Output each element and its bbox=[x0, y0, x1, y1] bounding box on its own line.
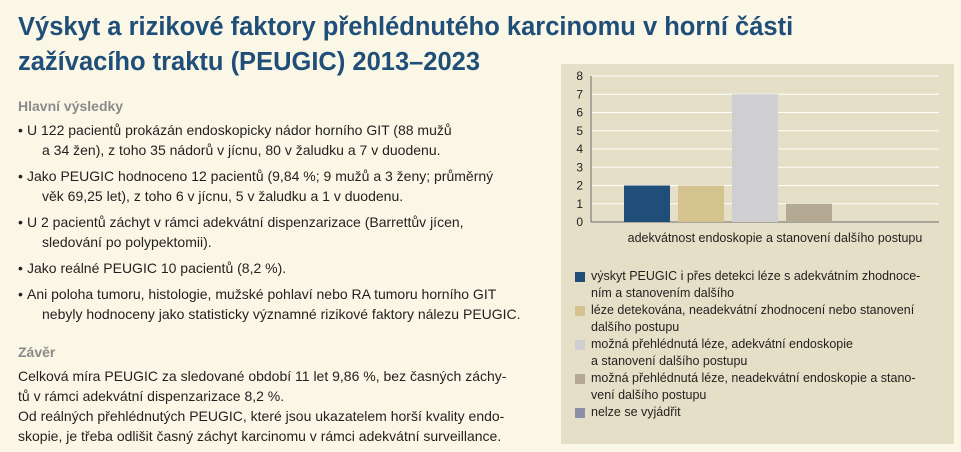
y-tick-label: 7 bbox=[576, 87, 583, 102]
conclusion-section bbox=[18, 342, 548, 446]
bar bbox=[678, 186, 724, 223]
list-item-line-2: sledování po polypektomii). bbox=[42, 234, 212, 250]
list-item-line-1: Jako PEUGIC hodnoceno 12 pacientů (9,84 %; 9 mužů a 3 ženy; průměrný bbox=[27, 168, 494, 184]
legend-item bbox=[571, 268, 949, 302]
conclusion-line: tů v rámci adekvátní dispenzarizace 8,2 %. bbox=[18, 388, 285, 404]
results-section bbox=[18, 96, 548, 330]
y-tick-label: 0 bbox=[576, 215, 583, 229]
y-tick-label: 6 bbox=[576, 105, 583, 120]
legend-label: dalšího postupu bbox=[591, 320, 680, 334]
bar bbox=[786, 204, 832, 222]
legend-label: výskyt PEUGIC i přes detekci léze s adekvátním zhodnoce- bbox=[591, 269, 921, 283]
conclusion-line: Celková míra PEUGIC za sledované období 11 let 9,86 %, bez časných záchy- bbox=[18, 368, 507, 384]
legend-swatch bbox=[575, 374, 585, 384]
conclusion-line: Od reálných přehlédnutých PEUGIC, které jsou ukazatelem horší kvality endo- bbox=[18, 408, 505, 424]
legend-swatch bbox=[575, 408, 585, 418]
list-item-line-1: U 2 pacientů záchyt v rámci adekvátní dispenzarizace (Barrettův jícen, bbox=[27, 214, 464, 230]
list-item-line-1: U 122 pacientů prokázán endoskopicky nádor horního GIT (88 mužů bbox=[27, 122, 452, 138]
chart-panel bbox=[561, 64, 954, 444]
list-item-line-1: Jako reálné PEUGIC 10 pacientů (8,2 %). bbox=[27, 260, 287, 276]
list-item-line-1: Ani poloha tumoru, histologie, mužské pohlaví nebo RA tumoru horního GIT bbox=[27, 286, 497, 302]
conclusion-line: skopie, je třeba odlišit časný záchyt karcinomu v rámci adekvátní surveillance. bbox=[18, 428, 502, 444]
list-item bbox=[18, 166, 548, 206]
chart-legend bbox=[571, 268, 949, 421]
conclusion-heading: Závěr bbox=[18, 344, 56, 360]
results-heading: Hlavní výsledky bbox=[18, 98, 124, 114]
list-item-line-2: nebyly hodnoceny jako statisticky významné rizikové faktory nálezu PEUGIC. bbox=[42, 306, 521, 322]
list-item bbox=[18, 258, 548, 278]
legend-item bbox=[571, 370, 949, 404]
title-line-1: Výskyt a rizikové faktory přehlédnutého karcinomu v horní části bbox=[18, 13, 794, 41]
list-item bbox=[18, 212, 548, 252]
legend-swatch bbox=[575, 272, 585, 282]
y-tick-label: 3 bbox=[576, 160, 583, 175]
y-tick-label: 2 bbox=[576, 178, 583, 193]
legend-swatch bbox=[575, 306, 585, 316]
legend-label: léze detekována, neadekvátní zhodnocení nebo stanovení bbox=[591, 303, 915, 317]
y-tick-label: 1 bbox=[576, 196, 583, 211]
legend-label: možná přehlédnutá léze, neadekvátní endoskopie a stano- bbox=[591, 371, 916, 385]
x-axis-label: adekvátnost endoskopie a stanovení dalšího postupu bbox=[627, 231, 923, 245]
bar-chart bbox=[561, 64, 954, 264]
legend-item bbox=[571, 404, 949, 421]
list-item bbox=[18, 120, 548, 160]
results-list bbox=[18, 120, 548, 324]
bar bbox=[732, 94, 778, 222]
y-tick-label: 4 bbox=[576, 142, 583, 156]
list-item-line-2: věk 69,25 let), z toho 6 v jícnu, 5 v žaludku a 1 v duodenu. bbox=[42, 188, 404, 204]
y-tick-label: 5 bbox=[576, 123, 583, 138]
y-tick-label: 8 bbox=[576, 69, 583, 83]
legend-label: ním a stanovením dalšího bbox=[591, 286, 735, 300]
legend-item bbox=[571, 302, 949, 336]
legend-label: možná přehlédnutá léze, adekvátní endoskopie bbox=[591, 337, 853, 351]
legend-label: nelze se vyjádřit bbox=[591, 405, 681, 419]
list-item-line-2: a 34 žen), z toho 35 nádorů v jícnu, 80 v žaludku a 7 v duodenu. bbox=[42, 142, 441, 158]
legend-label: a stanovení dalšího postupu bbox=[591, 354, 748, 368]
legend-item bbox=[571, 336, 949, 370]
title-line-2: zažívacího traktu (PEUGIC) 2013–2023 bbox=[18, 48, 481, 76]
legend-label: vení dalšího postupu bbox=[591, 388, 707, 402]
bar bbox=[624, 186, 670, 223]
legend-swatch bbox=[575, 340, 585, 350]
list-item bbox=[18, 284, 548, 324]
